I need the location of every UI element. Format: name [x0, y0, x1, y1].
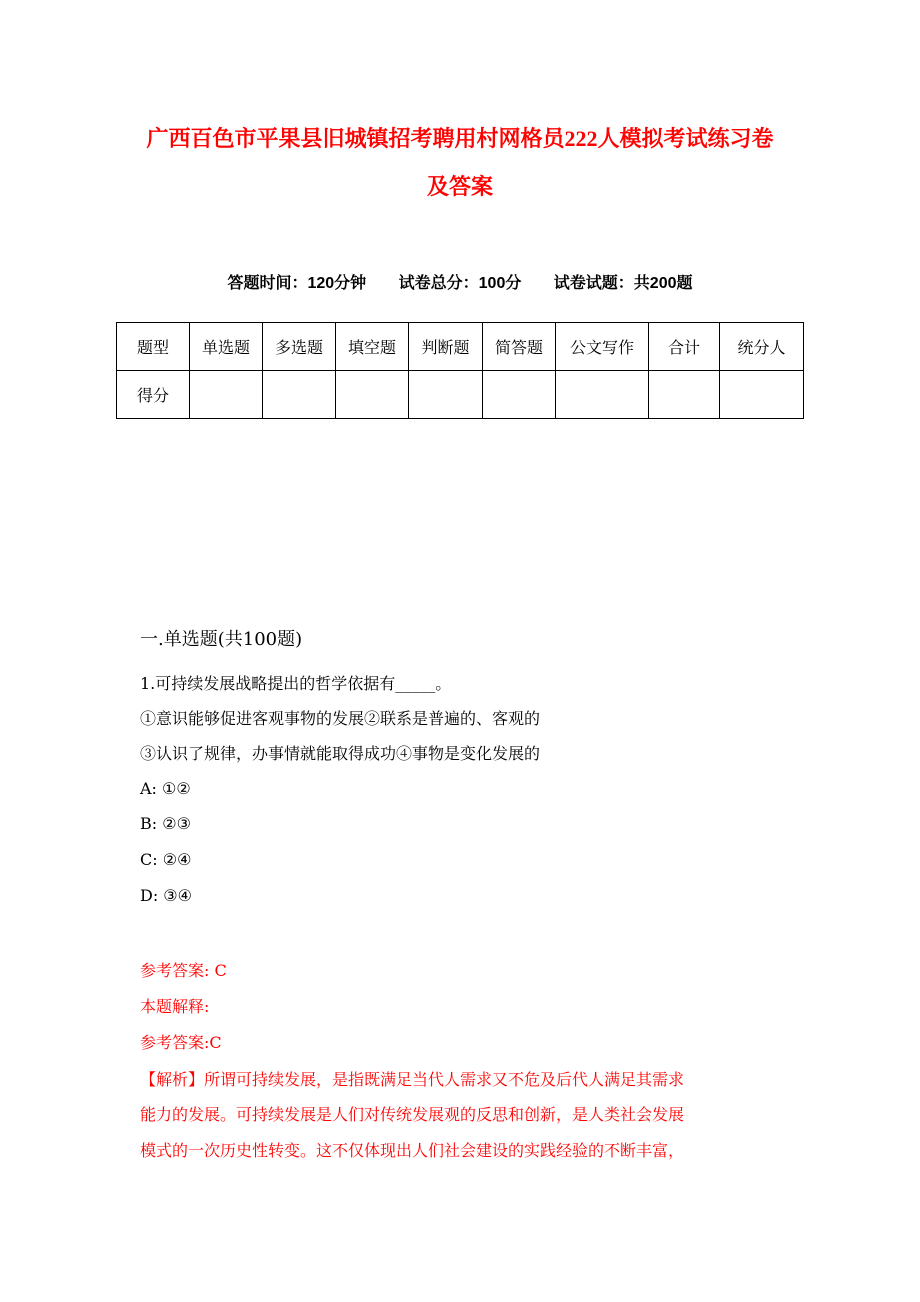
score-row	[117, 371, 804, 419]
score-table-header	[117, 323, 804, 371]
score-cell	[483, 371, 556, 419]
analysis-line: 【解析】所谓可持续发展，是指既满足当代人需求又不危及后代人满足其需求	[140, 1070, 685, 1089]
document-title-line1: 广西百色市平果县旧城镇招考聘用村网格员222人模拟考试练习卷	[146, 126, 774, 151]
score-cell	[556, 371, 649, 419]
section-heading: 一.单选题(共100题)	[140, 629, 303, 650]
analysis-line: 模式的一次历史性转变。这不仅体现出人们社会建设的实践经验的不断丰富，	[140, 1141, 685, 1160]
header-cell: 多选题	[263, 323, 336, 371]
header-cell: 简答题	[483, 323, 556, 371]
header-cell: 合计	[649, 323, 720, 371]
document-title-line2: 及答案	[426, 174, 493, 199]
score-row-label: 得分	[117, 371, 190, 419]
score-cell	[263, 371, 336, 419]
score-cell	[190, 371, 263, 419]
question-statement: ③认识了规律，办事情就能取得成功④事物是变化发展的	[140, 744, 541, 763]
option-a: A: ①②	[140, 779, 191, 798]
option-c: C: ②④	[140, 850, 192, 869]
analysis-line: 能力的发展。可持续发展是人们对传统发展观的反思和创新，是人类社会发展	[140, 1105, 685, 1124]
exam-info	[0, 270, 920, 293]
header-cell: 判断题	[409, 323, 483, 371]
exam-total-score: 试卷总分：100分	[398, 275, 522, 292]
exam-time: 答题时间：120分钟	[227, 275, 367, 292]
reference-answer: 参考答案: C	[140, 961, 227, 980]
score-table	[116, 322, 804, 419]
score-cell	[336, 371, 409, 419]
score-cell	[720, 371, 804, 419]
option-d: D: ③④	[140, 886, 192, 905]
header-cell: 填空题	[336, 323, 409, 371]
header-cell: 题型	[117, 323, 190, 371]
reference-answer-2: 参考答案:C	[140, 1033, 222, 1052]
score-cell	[409, 371, 483, 419]
header-cell: 单选题	[190, 323, 263, 371]
header-cell: 统分人	[720, 323, 804, 371]
header-cell: 公文写作	[556, 323, 649, 371]
question-statement: ①意识能够促进客观事物的发展②联系是普遍的、客观的	[140, 709, 541, 728]
explanation-label: 本题解释:	[140, 997, 210, 1016]
option-b: B: ②③	[140, 814, 191, 833]
exam-question-count: 试卷试题：共200题	[553, 275, 693, 292]
question-stem: 1.可持续发展战略提出的哲学依据有_____。	[140, 674, 452, 693]
score-cell	[649, 371, 720, 419]
